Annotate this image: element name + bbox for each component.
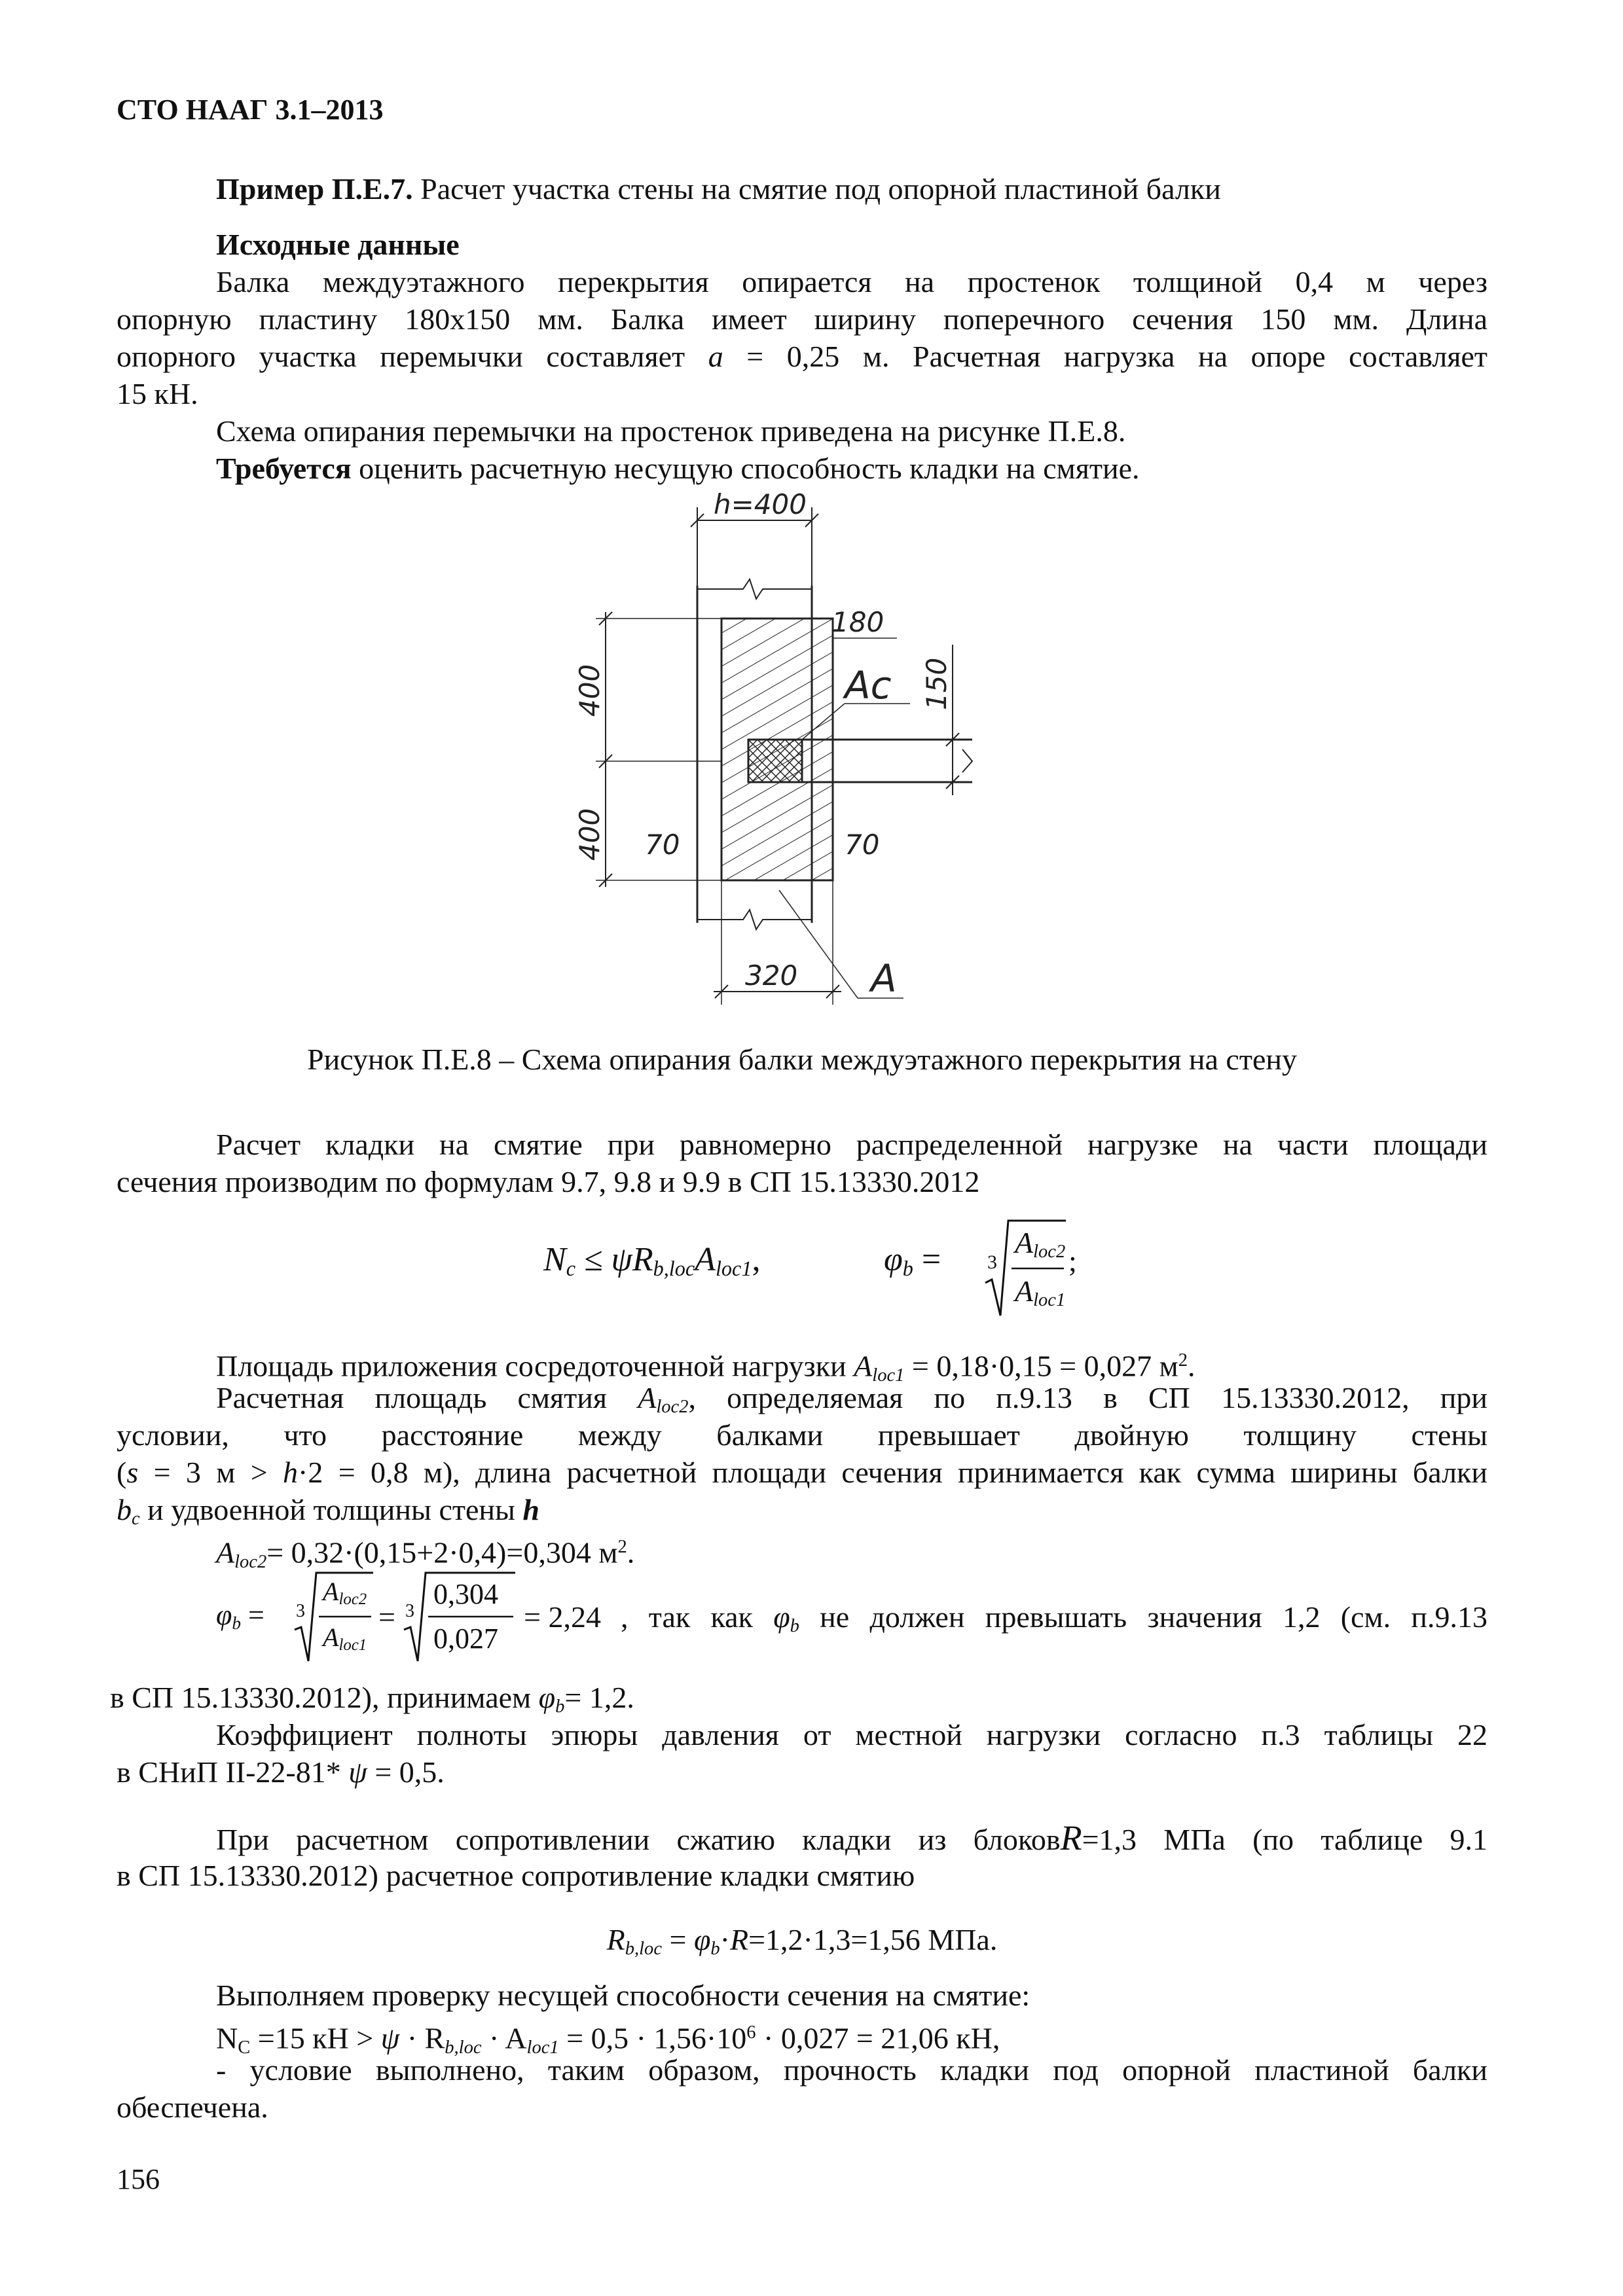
aloc2-val: = 0,32·(0,15+2·0,4)=0,304 м — [266, 1535, 618, 1570]
dim-400-bottom: 400 — [574, 808, 606, 861]
design-l4-b: b — [117, 1493, 132, 1526]
rb-val: =1,2·1,3=1,56 МПа. — [748, 1923, 998, 1956]
page-number: 156 — [117, 2163, 160, 2195]
area-text: Площадь приложения сосредоточенной нагрузки — [216, 1349, 854, 1383]
res-l1-r: R — [1060, 1818, 1082, 1857]
ck-psi: ψ — [380, 2021, 400, 2055]
rb-phi-sub: b — [710, 1939, 720, 1960]
num-sub: loc2 — [1033, 1242, 1066, 1263]
area-end: . — [1187, 1349, 1195, 1383]
dim-150-label: 150 — [921, 657, 953, 710]
pt-sub: b — [790, 1616, 799, 1637]
pt-var: φ — [773, 1600, 790, 1634]
pa-a: в СП 15.13330.2012), принимаем — [110, 1681, 539, 1714]
phi-calc-result: = 2,24 — [524, 1600, 601, 1634]
pt-a: , так как — [621, 1600, 774, 1634]
r1-num-a: A — [323, 1577, 339, 1606]
root1-den — [323, 1622, 367, 1655]
formula-bearing — [543, 1240, 760, 1281]
f-r-sub: b,loc — [653, 1257, 695, 1281]
example-title-text: Расчет участка стены на смятие под опорной пластиной балки — [412, 172, 1221, 206]
area-var: A — [854, 1349, 873, 1383]
formula-phi — [884, 1240, 941, 1281]
ck-n-sub: C — [238, 2037, 251, 2058]
f-a-sub: loc1 — [715, 1257, 752, 1281]
para1-line2: опорную пластину 180х150 мм. Балка имеет ширину поперечного сечения 150 мм. Длина — [117, 302, 1487, 336]
para3-text: оценить расчетную несущую способность кладки на смятие. — [351, 452, 1140, 485]
coef-l2-b: = 0,5. — [367, 1755, 445, 1789]
rbloc-formula — [117, 1921, 1487, 1967]
para1-line3 — [117, 338, 1487, 375]
num-a: A — [1015, 1226, 1034, 1259]
root-den — [1015, 1274, 1065, 1311]
root-num — [1015, 1225, 1065, 1263]
phi-calc-root2 — [401, 1570, 519, 1671]
design-l1-b: , определяемая по п.9.13 в СП 15.13330.2012, при — [688, 1381, 1487, 1414]
a-area-label: A — [871, 956, 897, 1001]
rb-phi: φ — [693, 1923, 711, 1956]
rb-r2: R — [729, 1923, 749, 1956]
design-l1-sub: loc2 — [656, 1397, 689, 1418]
design-l3-h: h — [283, 1456, 299, 1489]
root-index: 3 — [987, 1251, 997, 1273]
resistance-line1 — [117, 1820, 1487, 1858]
rb-r: R — [606, 1923, 625, 1956]
dim-400-top: 400 — [574, 664, 606, 717]
design-l3-b: = 3 м > — [138, 1456, 283, 1489]
beam-support-drawing — [570, 488, 953, 1024]
coef-line1: Коэффициент полноты эпюры давления от местной нагрузки согласно п.3 таблицы 22 — [216, 1718, 1487, 1751]
phi-calc-lhs — [216, 1598, 264, 1634]
pc-phi: φ — [216, 1599, 232, 1631]
coef-l2-a: в СНиП II-22-81* — [117, 1755, 349, 1789]
aloc2-var: A — [216, 1535, 235, 1570]
para1-line1: Балка междуэтажного перекрытия опирается на простенок толщиной 0,4 м через — [216, 265, 1487, 298]
conclusion-line1: - условие выполнено, таким образом, прочность кладки под опорной пластиной балки — [216, 2053, 1487, 2087]
coef-psi: ψ — [348, 1755, 367, 1789]
ck-b: · R — [399, 2021, 445, 2055]
area-sub: loc1 — [872, 1365, 905, 1386]
area-val: = 0,18·0,15 = 0,027 м — [904, 1349, 1178, 1383]
res-l1-a: При расчетном сопротивлении сжатию кладки из блоков — [216, 1823, 1061, 1856]
f-a: A — [695, 1241, 716, 1278]
r1-den-sub: loc1 — [338, 1636, 367, 1655]
pa-var: φ — [538, 1681, 556, 1714]
area-sup: 2 — [1178, 1350, 1188, 1371]
root1-num — [323, 1576, 367, 1609]
example-number: Пример П.Е.7. — [216, 172, 413, 206]
ck-a-sub: loc1 — [526, 2037, 559, 2058]
den-a: A — [1015, 1274, 1034, 1308]
dim-70-left: 70 — [645, 829, 680, 861]
ck-a: =15 кН > — [250, 2021, 381, 2055]
design-l4-h: h — [522, 1493, 539, 1526]
pa-b: = 1,2. — [564, 1681, 634, 1714]
ck-n: N — [216, 2021, 238, 2055]
r1-den-a: A — [323, 1623, 339, 1652]
pa-sub: b — [555, 1696, 565, 1717]
f-phi-sub: b — [902, 1257, 913, 1281]
formula-phi-root — [982, 1217, 1077, 1325]
var-a: a — [708, 340, 723, 373]
ac-label: Ac — [845, 663, 892, 708]
design-l1-var: A — [638, 1381, 657, 1414]
root2-den: 0,027 — [433, 1623, 498, 1655]
design-line3 — [117, 1454, 1487, 1491]
dim-180-label: 180 — [831, 606, 884, 638]
initial-data-heading-text: Исходные данные — [216, 228, 460, 261]
root1-index: 3 — [296, 1601, 305, 1621]
aloc2-sub: loc2 — [234, 1551, 267, 1572]
dim-h-label: h=400 — [714, 488, 807, 520]
check-intro: Выполняем проверку несущей способности сечения на смятие: — [216, 1979, 1030, 2012]
phi-calc-eq2: = — [378, 1600, 395, 1634]
para1-line3-b: = 0,25 м. Расчетная нагрузка на опоре составляет — [723, 340, 1487, 373]
ck-c: · A — [481, 2021, 527, 2055]
example-title — [117, 170, 1487, 207]
ck-d: = 0,5 · 1,56·10 — [558, 2021, 747, 2055]
rb-mid: = — [661, 1923, 694, 1956]
ck-e: · 0,027 = 21,06 кН, — [756, 2021, 1000, 2055]
rb-dot: · — [720, 1923, 730, 1956]
f-comma: , — [752, 1241, 761, 1278]
calc-intro-line2: сечения производим по формулам 9.7, 9.8 и 9.9 в СП 15.13330.2012 — [117, 1165, 980, 1198]
coef-line2 — [117, 1753, 1487, 1791]
design-l1-a: Расчетная площадь смятия — [216, 1381, 638, 1414]
design-l3-a: ( — [117, 1456, 127, 1489]
den-sub: loc1 — [1033, 1290, 1066, 1311]
phi-calc-text — [621, 1600, 1487, 1637]
root2-num: 0,304 — [433, 1578, 498, 1610]
design-line2: условии, что расстояние между балками превышает двойную толщину стены — [117, 1418, 1487, 1452]
f-phi: φ — [884, 1241, 903, 1278]
semicolon: ; — [1068, 1244, 1077, 1278]
para2: Схема опирания перемычки на простенок приведена на рисунке П.Е.8. — [216, 414, 1126, 448]
design-l4-rest: и удвоенной толщины стены — [139, 1493, 523, 1526]
pc-phi-sub: b — [232, 1613, 241, 1633]
f-n-sub: c — [566, 1257, 575, 1281]
pt-b: не должен превышать значения 1,2 (см. п.9.13 — [799, 1600, 1487, 1634]
f-eq: = — [921, 1241, 941, 1278]
ck-r-sub: b,loc — [445, 2037, 482, 2058]
conclusion-line2: обеспечена. — [117, 2090, 268, 2124]
aloc2-sup: 2 — [617, 1537, 627, 1557]
phi-calc-root1 — [291, 1570, 376, 1671]
document-code-header: СТО НААГ 3.1–2013 — [117, 94, 384, 126]
ck-sup: 6 — [746, 2022, 756, 2043]
design-l3-c: ·2 = 0,8 м), длина расчетной площади сечения принимается как сумма ширины балки — [298, 1456, 1488, 1489]
initial-data-heading — [117, 226, 1487, 263]
dim-320-label: 320 — [745, 960, 798, 992]
para3 — [117, 450, 1487, 487]
dim-70-right: 70 — [845, 829, 880, 861]
figure-caption: Рисунок П.Е.8 – Схема опирания балки междуэтажного перекрытия на стену — [307, 1043, 1297, 1076]
rb-sub: b,loc — [625, 1939, 662, 1960]
para1-line4: 15 кН. — [117, 377, 198, 410]
r1-num-sub: loc2 — [338, 1590, 367, 1609]
res-l1-b: =1,3 МПа (по таблице 9.1 — [1082, 1823, 1487, 1856]
figure-beam-support-scheme — [570, 488, 953, 1024]
f-le: ≤ ψR — [575, 1241, 653, 1278]
aloc2-end: . — [627, 1535, 635, 1570]
resistance-line2: в СП 15.13330.2012) расчетное сопротивление кладки смятию — [117, 1859, 915, 1892]
para1-line3-a: опорного участка перемычки составляет — [117, 340, 708, 373]
design-l3-s: s — [126, 1456, 139, 1489]
required-label: Требуется — [216, 452, 352, 485]
design-l4-c: c — [132, 1509, 140, 1530]
f-n: N — [543, 1241, 566, 1278]
calc-intro-line1: Расчет кладки на смятие при равномерно распределенной нагрузке на части площади — [216, 1128, 1487, 1161]
pc-eq: = — [247, 1599, 264, 1631]
root2-index: 3 — [405, 1601, 414, 1621]
